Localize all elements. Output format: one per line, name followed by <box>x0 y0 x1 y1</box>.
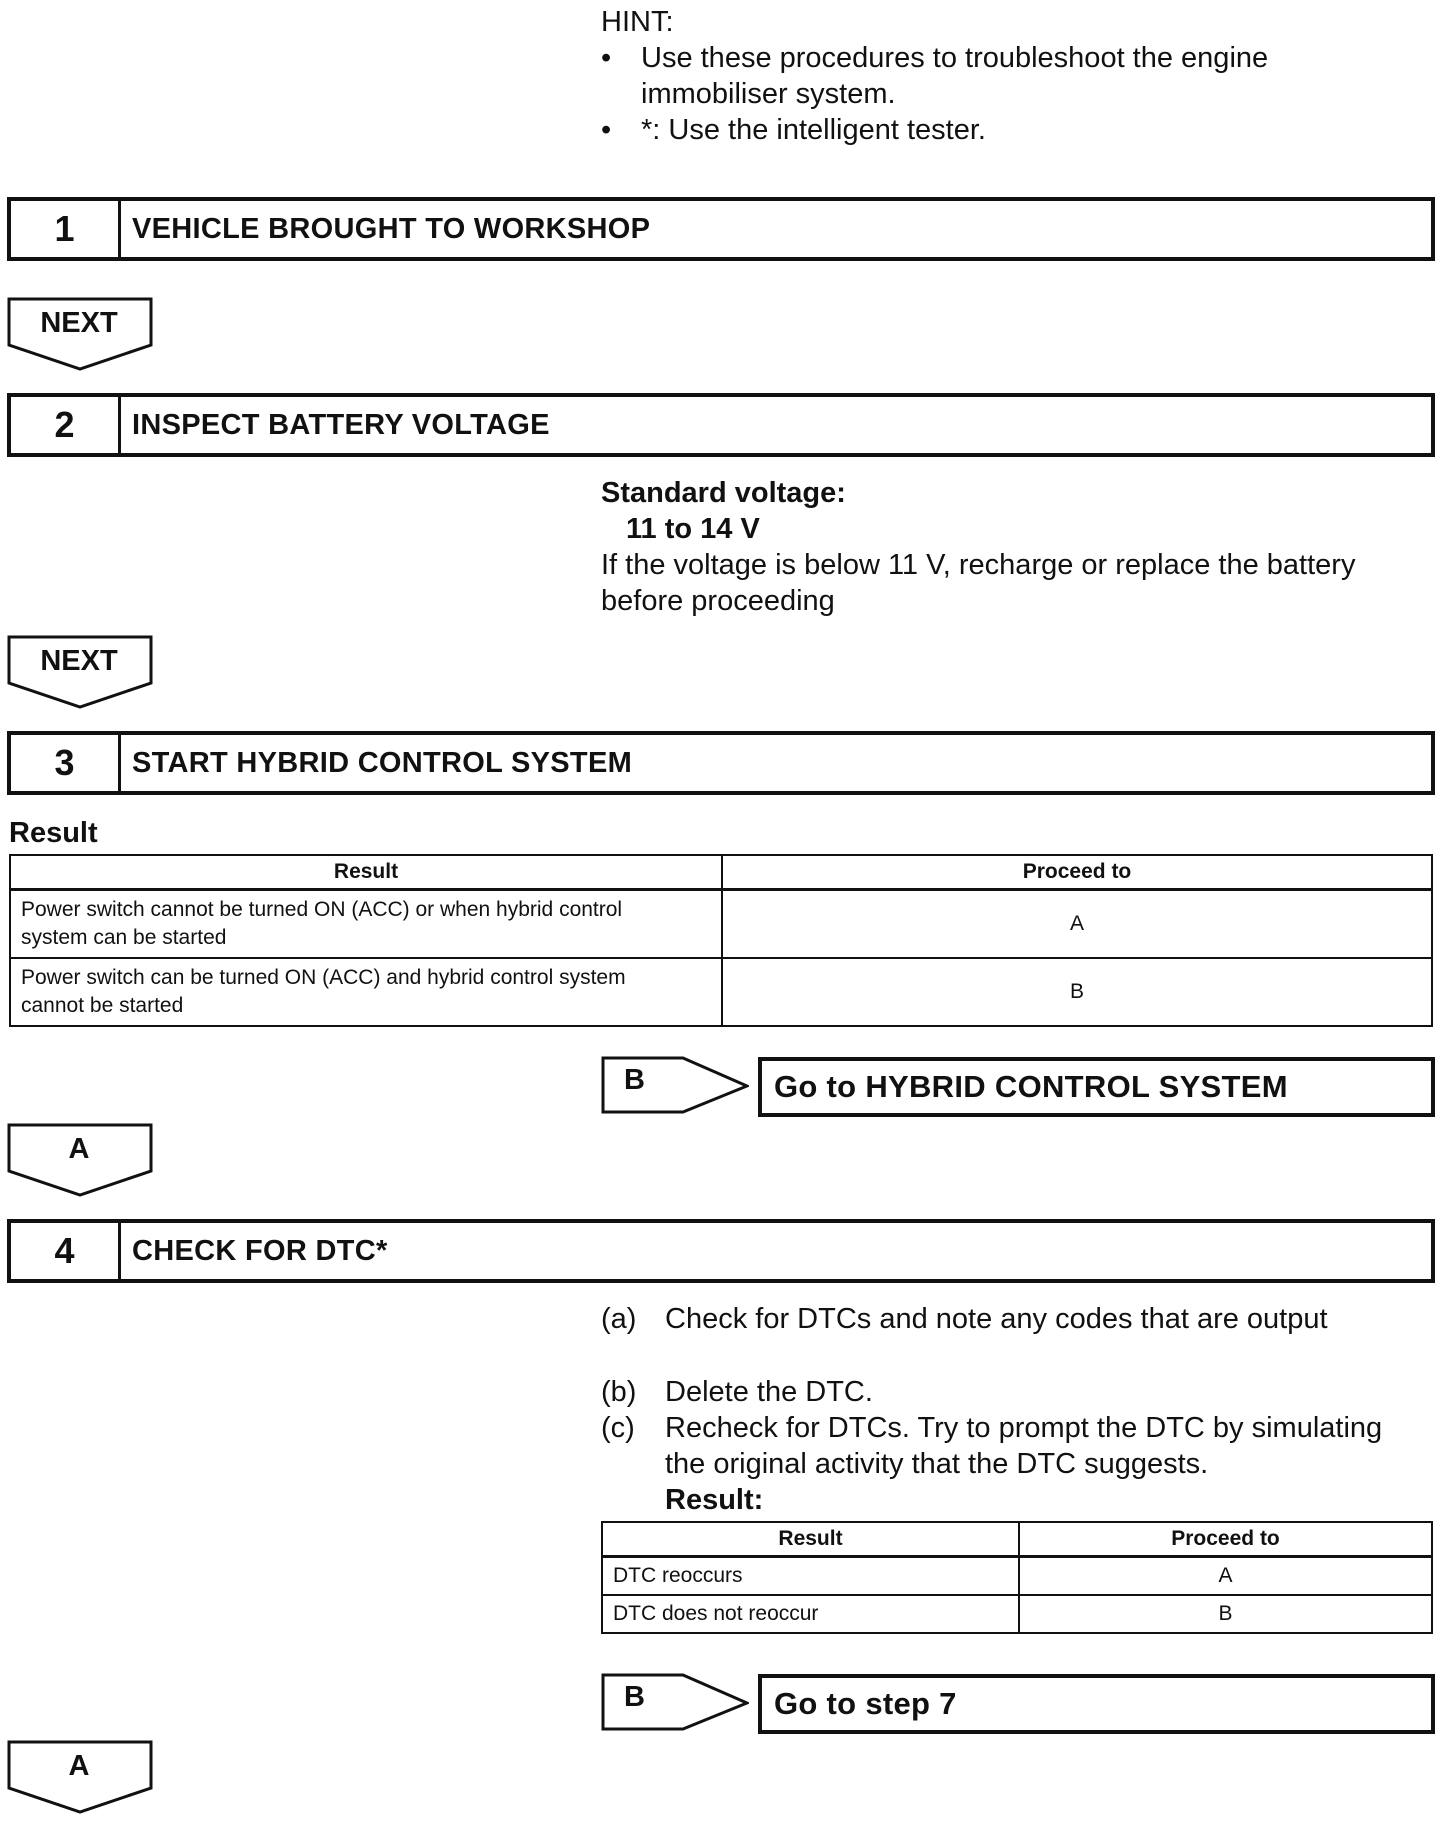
step-4-result-table <box>601 1521 1433 1634</box>
step-2-header <box>7 393 1435 457</box>
column-header-proceed: Proceed to <box>1019 1522 1432 1557</box>
branch-label: B <box>624 1064 645 1096</box>
branch-label: A <box>68 1133 90 1165</box>
branch-b-arrow-1[interactable] <box>601 1056 749 1116</box>
column-header-result: Result <box>602 1522 1019 1557</box>
next-label: NEXT <box>40 645 118 677</box>
next-arrow-1[interactable] <box>7 297 155 371</box>
step-number: 3 <box>11 735 121 791</box>
result-cell: DTC reoccurs <box>602 1557 1019 1596</box>
table-row <box>602 1557 1432 1596</box>
step-4-header <box>7 1219 1435 1283</box>
table-row <box>10 890 1432 959</box>
hint-list <box>601 40 1421 148</box>
proceed-cell: B <box>1019 1595 1432 1633</box>
hint-bullet-1: • Use these procedures to troubleshoot the engine immobiliser system. <box>601 42 1269 110</box>
next-label: NEXT <box>40 307 118 339</box>
column-header-result: Result <box>10 855 722 890</box>
next-arrow-2[interactable] <box>7 635 155 709</box>
standard-voltage-value: 11 to 14 V <box>626 513 760 545</box>
hint-label: HINT: <box>601 6 674 38</box>
step-title: CHECK FOR DTC* <box>132 1234 388 1267</box>
substep-b: (b) Delete the DTC. <box>601 1376 873 1408</box>
substep-c: (c) Recheck for DTCs. Try to prompt the DTC by simulating the original activity that the DTC suggests. Result: <box>601 1412 1383 1516</box>
hint-bullet-2: • *: Use the intelligent tester. <box>601 114 986 146</box>
bullet-icon: • <box>601 114 612 146</box>
step-title: VEHICLE BROUGHT TO WORKSHOP <box>132 212 651 245</box>
branch-b-arrow-2[interactable] <box>601 1673 749 1733</box>
voltage-note-line2: before proceeding <box>601 585 835 617</box>
column-header-proceed: Proceed to <box>722 855 1432 890</box>
standard-voltage-label: Standard voltage: <box>601 477 846 509</box>
branch-a-arrow-1[interactable] <box>7 1123 155 1197</box>
step-4-result-heading: Result: <box>665 1484 764 1516</box>
step-3-result-heading: Result <box>9 817 98 849</box>
step-number: 1 <box>11 201 121 257</box>
result-cell: DTC does not reoccur <box>602 1595 1019 1633</box>
proceed-cell: B <box>722 958 1432 1026</box>
proceed-cell: A <box>1019 1557 1432 1596</box>
step-3-result-table <box>9 854 1433 1027</box>
result-cell: Power switch can be turned ON (ACC) and hybrid control system cannot be started <box>10 958 722 1026</box>
goto-step-7[interactable]: Go to step 7 <box>758 1674 1435 1734</box>
branch-label: A <box>68 1750 90 1782</box>
table-row <box>602 1595 1432 1633</box>
goto-hybrid-control-system[interactable]: Go to HYBRID CONTROL SYSTEM <box>758 1057 1435 1117</box>
voltage-note-line1: If the voltage is below 11 V, recharge or replace the battery <box>601 549 1356 581</box>
branch-label: B <box>624 1681 645 1713</box>
step-number: 4 <box>11 1223 121 1279</box>
step-number: 2 <box>11 397 121 453</box>
result-cell: Power switch cannot be turned ON (ACC) or when hybrid control system can be started <box>10 890 722 959</box>
step-title: INSPECT BATTERY VOLTAGE <box>132 408 550 441</box>
step-3-header <box>7 731 1435 795</box>
table-row <box>10 958 1432 1026</box>
proceed-cell: A <box>722 890 1432 959</box>
bullet-icon: • <box>601 42 612 74</box>
step-1-header <box>7 197 1435 261</box>
branch-a-arrow-2[interactable] <box>7 1740 155 1814</box>
substep-a: (a) Check for DTCs and note any codes that are output <box>601 1303 1328 1335</box>
step-title: START HYBRID CONTROL SYSTEM <box>132 746 633 779</box>
